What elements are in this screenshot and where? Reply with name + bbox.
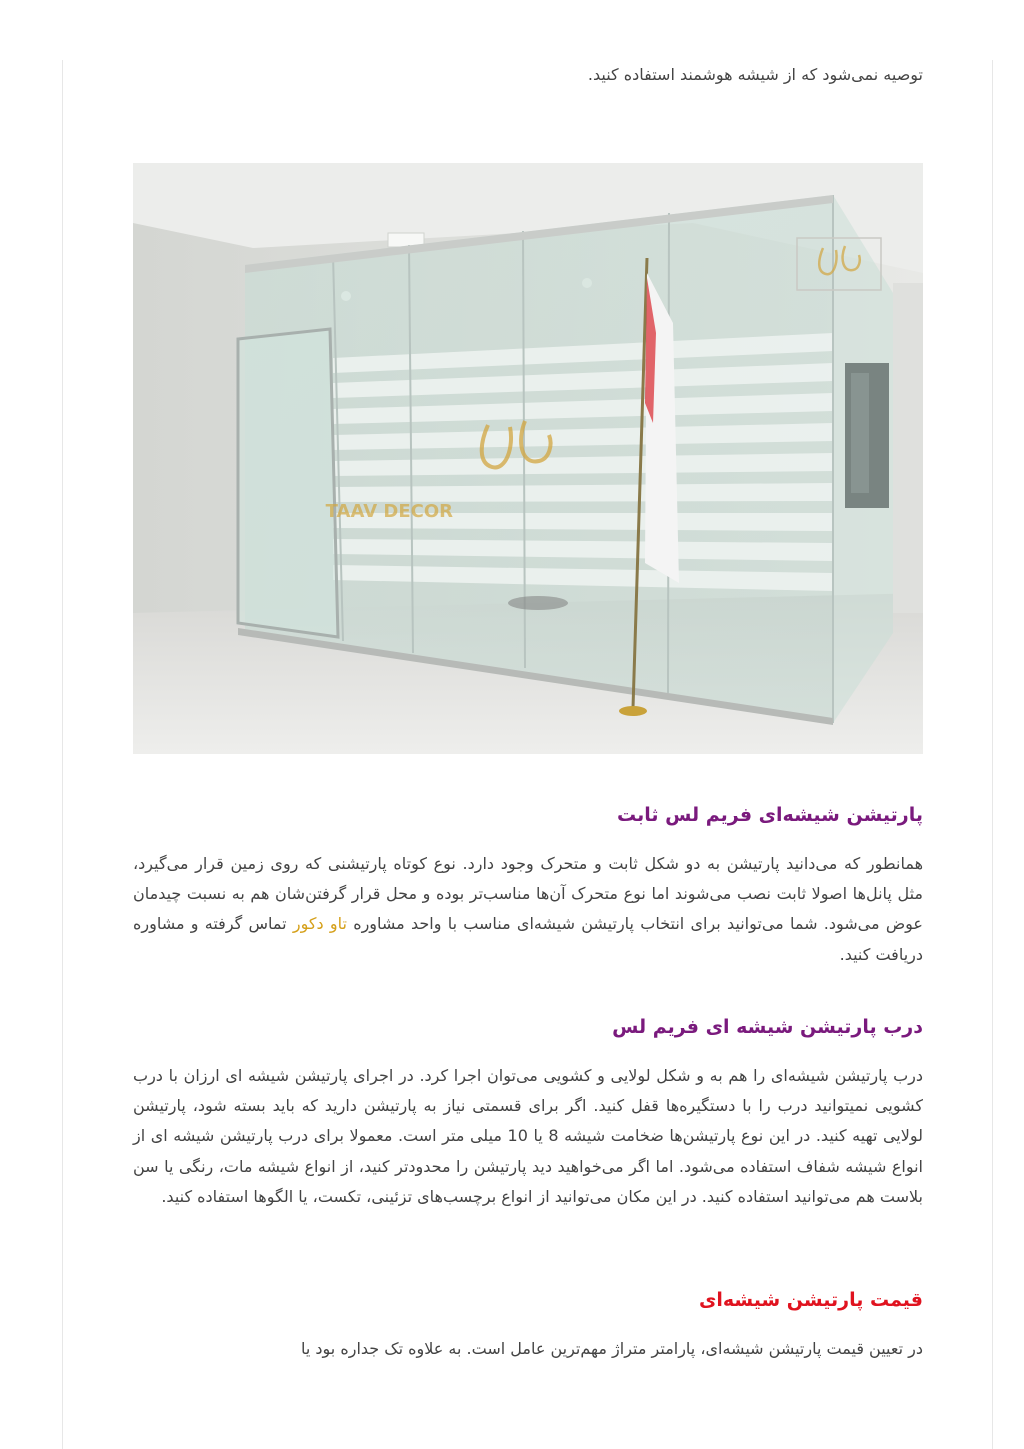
heading-frameless-partition-door: درب پارتیشن شیشه ای فریم لس (612, 1016, 923, 1038)
glass-partition-photo (133, 163, 923, 754)
paragraph-partition-price: در تعیین قیمت پارتیشن شیشه‌ای، پارامتر متراژ مهم‌ترین عامل است. به علاوه تک جداره بود یا (300, 1339, 923, 1358)
heading-glass-partition-price: قیمت پارتیشن شیشه‌ای (698, 1289, 923, 1311)
photo-watermark-text: TAAV DECOR (325, 501, 453, 522)
paragraph-fixed-text-1: همانطور که می‌دانید پارتیشن به دو شکل ثابت و متحرک وجود دارد. نوع کوتاه پارتیشنی که روی زمین قرار می‌گیرد، مثل پانل‌ها اصولا ثابت نصب می‌شوند اما نوع متحرک آن‌ها مناسب‌تر بوده و محل قرار گرفتن‌شان هم به نسبت چیدمان عوض می‌شود. شما می‌توانید برای انتخاب پارتیشن شیشه‌ای مناسب با واحد مشاوره (133, 854, 923, 934)
taav-decor-link[interactable]: تاو دکور (292, 914, 347, 934)
paragraph-fixed-text-2: تماس گرفته و مشاوره دریافت کنید. (133, 914, 923, 964)
paragraph-partition-door: درب پارتیشن شیشه‌ای را هم به و شکل لولایی و کشویی می‌توان اجرا کرد. در اجرای پارتیشن شیشه ای ارزان با درب کشویی نمیتوانید درب را با دستگیره‌ها قفل کنید. اگر برای قسمتی نیاز به پارتیشن دارید که باید بسته شود، پارتیشن لولایی تهیه کنید. در این نوع پارتیشن‌ها ضخامت شیشه 8 یا 10 میلی متر است. معمولا برای درب پارتیشن شیشه ای از انواع شیشه شفاف استفاده می‌شود. اما اگر می‌خواهید دید پارتیشن را محدودتر کنید، از انواع شیشه مات، رنگی یا سن بلاست هم می‌توانید استفاده کنید. در این مکان می‌توانید از انواع برچسب‌های تزئینی، تکست، یا الگوها استفاده کنید. (133, 1066, 924, 1206)
heading-fixed-frameless-partition: پارتیشن شیشه‌ای فریم لس ثابت (616, 804, 923, 826)
intro-paragraph: توصیه نمی‌شود که از شیشه هوشمند استفاده کنید. (587, 65, 923, 84)
paragraph-fixed-partition (133, 849, 923, 970)
page-frame (62, 60, 993, 1449)
